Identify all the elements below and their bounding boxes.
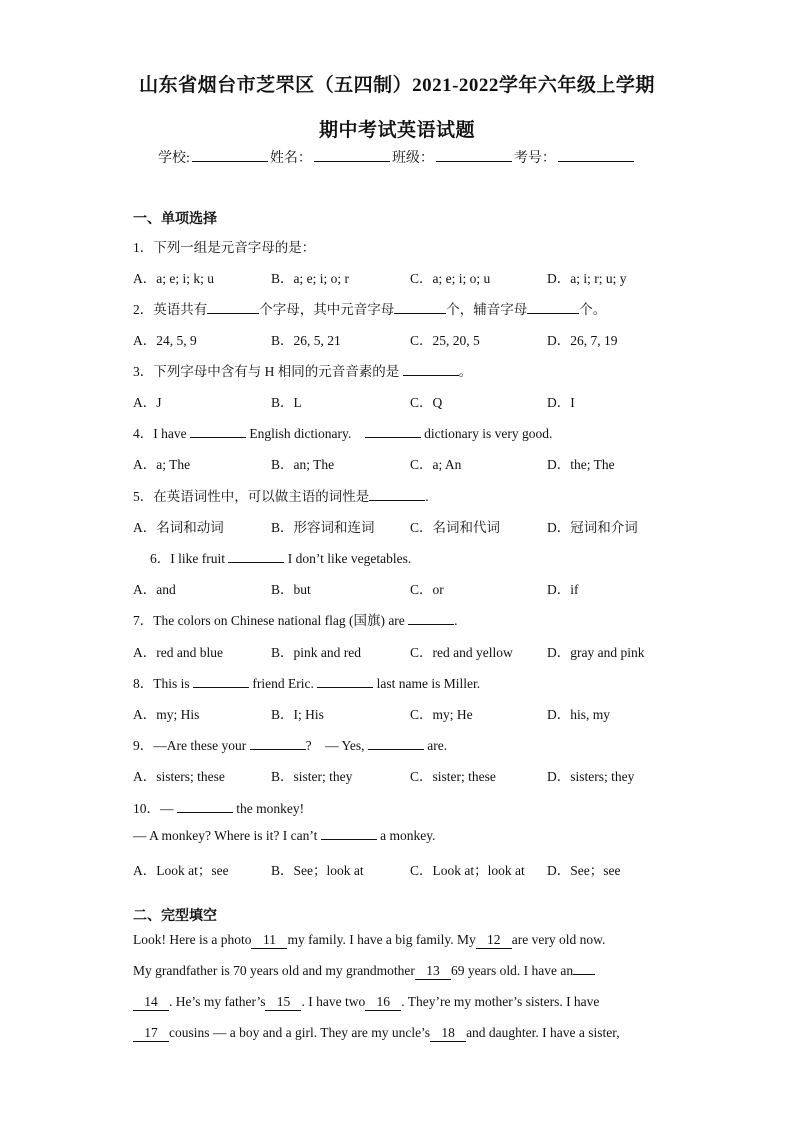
question-stem-part: 。 <box>458 364 473 379</box>
cloze-blank-13[interactable]: 13 <box>415 963 451 980</box>
option-c[interactable]: C．red and yellow <box>410 645 513 660</box>
option-a[interactable]: A．and <box>133 582 176 597</box>
cloze-text: . I have two <box>301 994 366 1009</box>
question-4 <box>133 422 552 442</box>
question-stem-part: I don’t like vegetables. <box>284 551 412 566</box>
option-c[interactable]: C．my; He <box>410 707 473 722</box>
name-blank[interactable] <box>314 149 390 162</box>
question-stem: 6．I like fruit <box>150 551 229 566</box>
option-a[interactable]: A．名词和动词 <box>133 520 224 535</box>
option-a[interactable]: A．a; e; i; k; u <box>133 271 214 286</box>
option-d[interactable]: D．a; i; r; u; y <box>547 271 627 286</box>
question-stem: 1．下列一组是元音字母的是： <box>133 240 316 255</box>
answer-blank[interactable] <box>321 828 377 840</box>
question-7 <box>133 609 458 629</box>
question-stem: 4．I have <box>133 426 190 441</box>
option-c[interactable]: C．a; An <box>410 457 462 472</box>
option-c[interactable]: C．Q <box>410 395 443 410</box>
answer-blank[interactable] <box>368 738 424 750</box>
cloze-blank-12[interactable]: 12 <box>476 932 512 949</box>
option-b[interactable]: B．See；look at <box>271 863 364 878</box>
question-stem-part: 个字母，其中元音字母 <box>259 302 395 317</box>
question-stem: 3．下列字母中含有与 H 相同的元音音素的是 <box>133 364 403 379</box>
cloze-blank-16[interactable]: 16 <box>365 994 401 1011</box>
answer-blank[interactable] <box>365 426 421 438</box>
question-stem: — A monkey? Where is it? I can’t <box>133 828 321 843</box>
question-8 <box>133 672 480 692</box>
option-d[interactable]: D．the; The <box>547 457 615 472</box>
answer-blank[interactable] <box>317 676 373 688</box>
question-stem: 8．This is <box>133 676 194 691</box>
section1-title: 一、单项选择 <box>133 212 217 227</box>
option-d[interactable]: D．I <box>547 395 575 410</box>
option-b[interactable]: B．but <box>271 582 311 597</box>
question-stem: 10．— <box>133 801 177 816</box>
question-1 <box>133 236 315 256</box>
cloze-text: . They’re my mother’s sisters. I have <box>401 994 600 1009</box>
option-c[interactable]: C．25, 20, 5 <box>410 333 480 348</box>
question-stem: 5．在英语词性中，可以做主语的词性是 <box>133 489 370 504</box>
option-c[interactable]: C．sister; these <box>410 769 496 784</box>
option-b[interactable]: B．a; e; i; o; r <box>271 271 349 286</box>
cloze-text: are very old now. <box>511 932 606 947</box>
option-b[interactable]: B．26, 5, 21 <box>271 333 341 348</box>
option-b[interactable]: B．sister; they <box>271 769 353 784</box>
cloze-text: and daughter. I have a sister, <box>466 1025 620 1040</box>
cloze-blank-11[interactable]: 11 <box>251 932 287 949</box>
section2-title: 二、完型填空 <box>133 909 217 924</box>
option-b[interactable]: B．形容词和连词 <box>271 520 375 535</box>
option-c[interactable]: C．Look at；look at <box>410 863 525 878</box>
question-stem-part: friend Eric. <box>249 676 318 691</box>
cloze-blank-14-start[interactable] <box>573 963 595 975</box>
number-label: 考号： <box>513 151 556 166</box>
cloze-line-3 <box>133 994 673 1011</box>
question-stem: 7．The colors on Chinese national flag (国旗) are <box>133 613 409 628</box>
question-stem-part: 个。 <box>579 302 607 317</box>
question-6 <box>150 547 411 567</box>
option-a[interactable]: A．J <box>133 395 162 410</box>
cloze-blank-18[interactable]: 18 <box>430 1025 466 1042</box>
answer-blank[interactable] <box>207 302 259 314</box>
school-label: 学校: <box>158 151 190 166</box>
question-stem-part: 个，辅音字母 <box>446 302 528 317</box>
question-2 <box>133 298 606 318</box>
question-stem: 2．英语共有 <box>133 302 208 317</box>
option-a[interactable]: A．a; The <box>133 457 191 472</box>
question-10 <box>133 797 304 817</box>
answer-blank[interactable] <box>394 302 446 314</box>
option-d[interactable]: D．冠词和介词 <box>547 520 638 535</box>
option-b[interactable]: B．an; The <box>271 457 335 472</box>
question-9 <box>133 734 447 754</box>
cloze-text: Look! Here is a photo <box>133 932 252 947</box>
option-d[interactable]: D．if <box>547 582 579 597</box>
question-3 <box>133 360 472 380</box>
answer-blank[interactable] <box>250 738 306 750</box>
question-stem: 9．—Are these your <box>133 738 250 753</box>
cloze-text: My grandfather is 70 years old and my grandmother <box>133 963 415 978</box>
exam-title-line1: 山东省烟台市芝罘区（五四制）2021-2022学年六年级上学期 <box>139 75 655 96</box>
cloze-blank-15[interactable]: 15 <box>265 994 301 1011</box>
cloze-text: 69 years old. I have an <box>450 963 574 978</box>
option-d[interactable]: D．his, my <box>547 707 611 722</box>
question-stem-part: . <box>454 613 458 628</box>
option-d[interactable]: D．See；see <box>547 863 621 878</box>
option-a[interactable]: A．my; His <box>133 707 200 722</box>
option-d[interactable]: D．gray and pink <box>547 645 645 660</box>
answer-blank[interactable] <box>527 302 579 314</box>
option-c[interactable]: C．or <box>410 582 444 597</box>
option-a[interactable]: A．sisters; these <box>133 769 225 784</box>
cloze-blank-17[interactable]: 17 <box>133 1025 169 1042</box>
cloze-line-4 <box>133 1025 673 1042</box>
option-b[interactable]: B．pink and red <box>271 645 361 660</box>
answer-blank[interactable] <box>177 801 233 813</box>
answer-blank[interactable] <box>228 551 284 563</box>
cloze-line-1 <box>133 932 673 949</box>
option-a[interactable]: A．24, 5, 9 <box>133 333 197 348</box>
class-label: 班级： <box>391 151 434 166</box>
question-stem-part: English dictionary. <box>245 426 365 441</box>
class-blank[interactable] <box>436 149 512 162</box>
number-blank[interactable] <box>558 149 634 162</box>
option-b[interactable]: B．L <box>271 395 302 410</box>
option-d[interactable]: D．26, 7, 19 <box>547 333 618 348</box>
cloze-text: my family. I have a big family. My <box>287 932 476 947</box>
question-stem-part: ? — Yes, <box>305 738 368 753</box>
answer-blank[interactable] <box>403 364 459 376</box>
option-a[interactable]: A．Look at；see <box>133 863 229 878</box>
school-blank[interactable] <box>192 149 268 162</box>
cloze-text: cousins — a boy and a girl. They are my uncle’s <box>169 1025 431 1040</box>
question-stem-part: . <box>425 489 429 504</box>
option-a[interactable]: A．red and blue <box>133 645 223 660</box>
question-stem-part: are. <box>423 738 448 753</box>
question-stem-part: the monkey! <box>232 801 305 816</box>
question-5 <box>133 485 429 505</box>
name-label: 姓名： <box>269 151 312 166</box>
answer-blank[interactable] <box>193 676 249 688</box>
answer-blank[interactable] <box>408 613 454 625</box>
question-stem-part: dictionary is very good. <box>420 426 553 441</box>
question-stem-part: a monkey. <box>376 828 436 843</box>
question-10-line2 <box>133 828 435 844</box>
option-d[interactable]: D．sisters; they <box>547 769 635 784</box>
answer-blank[interactable] <box>369 489 425 501</box>
exam-title-line2: 期中考试英语试题 <box>318 120 475 141</box>
option-c[interactable]: C．a; e; i; o; u <box>410 271 491 286</box>
question-stem-part: last name is Miller. <box>373 676 481 691</box>
option-b[interactable]: B．I; His <box>271 707 324 722</box>
option-c[interactable]: C．名词和代词 <box>410 520 501 535</box>
cloze-line-2 <box>133 963 673 980</box>
cloze-text: . He’s my father’s <box>169 994 266 1009</box>
answer-blank[interactable] <box>190 426 246 438</box>
cloze-blank-14[interactable]: 14 <box>133 994 169 1011</box>
student-info-row <box>0 147 794 167</box>
